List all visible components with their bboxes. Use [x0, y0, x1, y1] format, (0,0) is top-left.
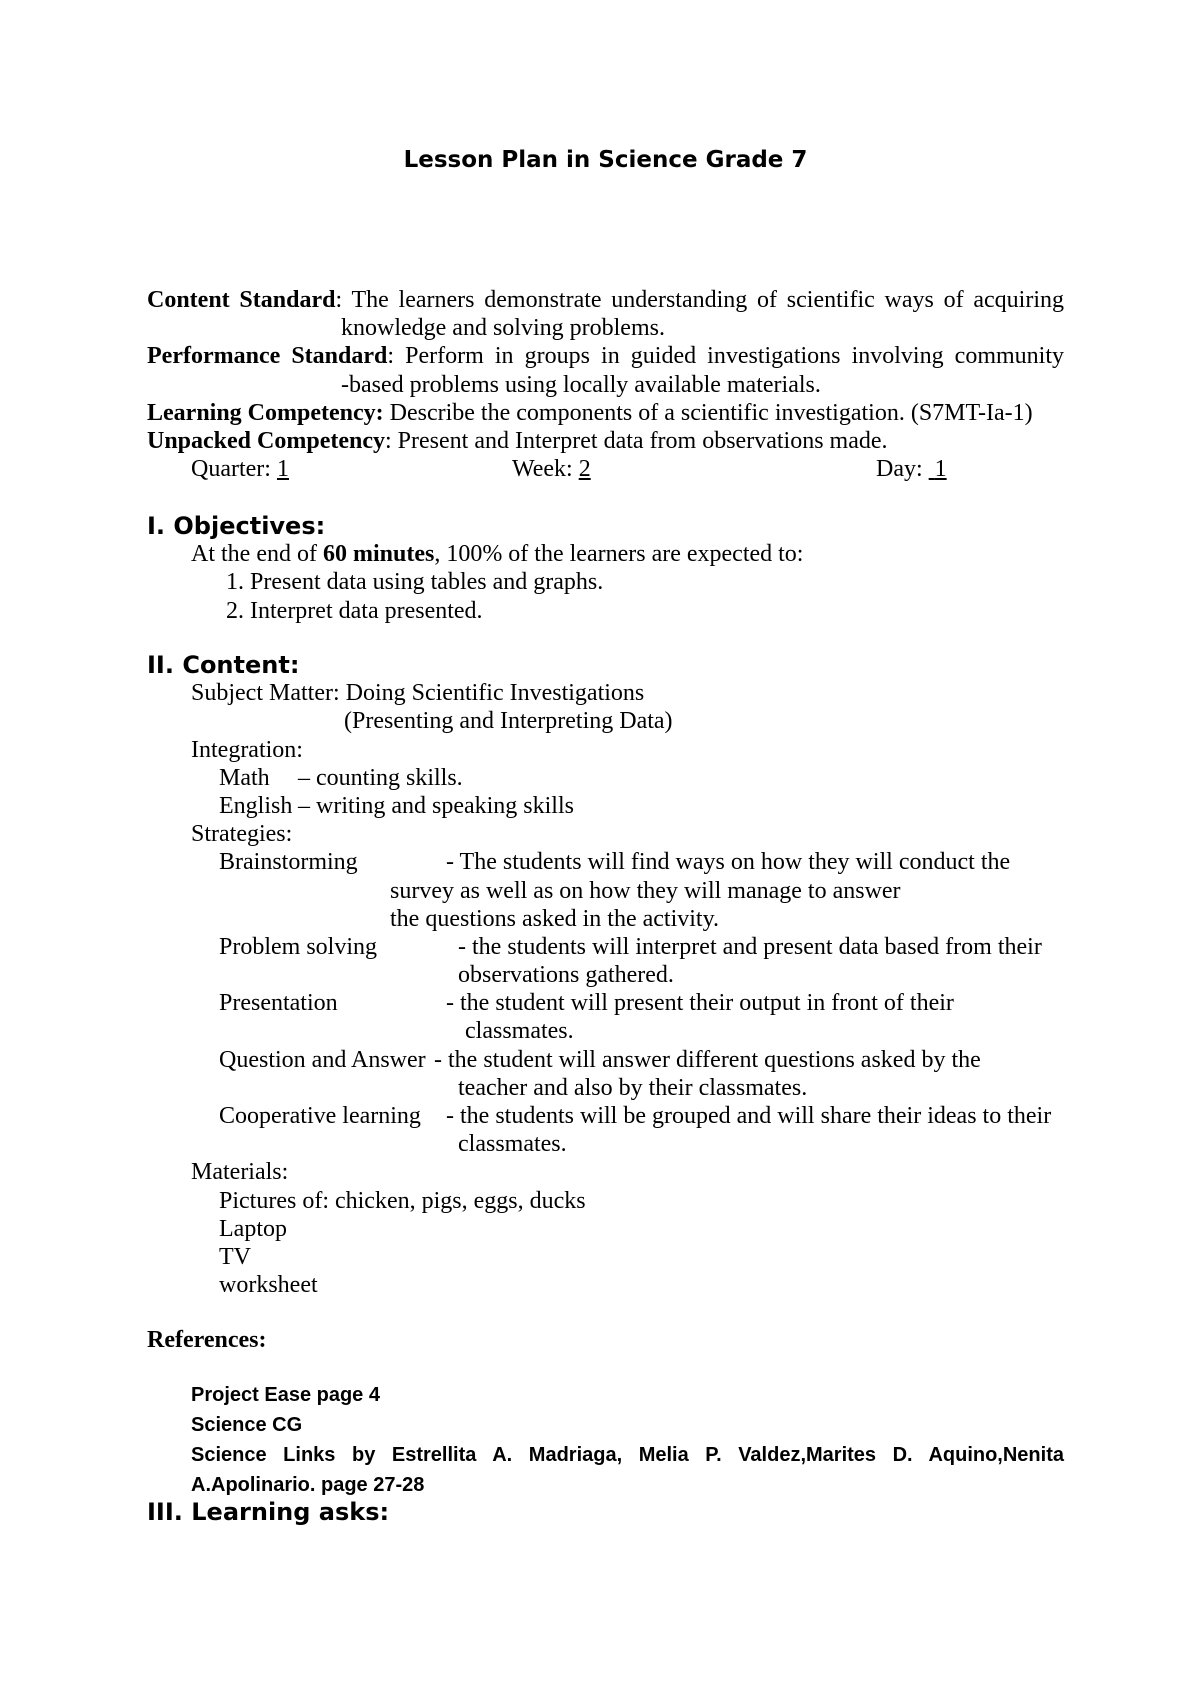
integration-subject: English: [219, 792, 293, 819]
content-heading: II. Content:: [147, 651, 300, 679]
objectives-intro-after: , 100% of the learners are expected to:: [434, 541, 804, 568]
strategy-description: observations gathered.: [458, 962, 674, 989]
strategy-description: - the students will interpret and present data based from their: [458, 933, 1042, 960]
integration-item: [0, 792, 1200, 820]
strategy-item: [0, 1046, 1200, 1074]
week-label: Week:: [512, 456, 573, 483]
unpacked-competency: [147, 427, 888, 455]
learning-tasks-section: [0, 1498, 1200, 1526]
strategy-description: classmates.: [465, 1018, 574, 1045]
objectives-intro-before: At the end of: [191, 541, 323, 568]
strategy-description: - the student will answer different questions asked by the: [434, 1046, 981, 1073]
references-section: [0, 1326, 1200, 1354]
strategy-description: teacher and also by their classmates.: [458, 1074, 808, 1101]
integration-label: Integration:: [191, 736, 303, 763]
strategy-name: Brainstorming: [219, 849, 358, 876]
objectives-duration: 60 minutes: [322, 541, 435, 568]
content-standard: [147, 286, 1064, 314]
content-standard-continuation: knowledge and solving problems.: [341, 315, 665, 342]
objectives-intro: [191, 540, 803, 568]
learning-tasks-heading: III. Learning asks:: [147, 1498, 390, 1526]
objectives-section: [0, 512, 1200, 625]
performance-standard: [147, 342, 1064, 370]
strategy-name: Presentation: [219, 990, 338, 1017]
material-item: Laptop: [219, 1215, 287, 1242]
integration-detail: – counting skills.: [298, 764, 463, 791]
learning-competency-text: Describe the components of a scientific investigation. (S7MT-Ia-1): [383, 399, 1033, 426]
references-list: [0, 1380, 1200, 1500]
strategy-item: [0, 1102, 1200, 1130]
performance-standard-continuation: -based problems using locally available materials.: [341, 371, 821, 398]
strategy-description: classmates.: [458, 1131, 567, 1158]
materials-label: Materials:: [191, 1159, 289, 1186]
learning-competency-label: Learning Competency:: [147, 399, 384, 426]
day-value: 1: [934, 456, 947, 483]
strategy-description: survey as well as on how they will manage to answer: [390, 877, 901, 904]
week: [512, 455, 591, 483]
day-label: Day:: [876, 456, 923, 483]
strategy-item: [0, 989, 1200, 1017]
quarter-label: Quarter:: [191, 456, 271, 483]
learning-competency: [147, 399, 1033, 427]
schedule-row: [0, 455, 1200, 483]
strategy-description: - the student will present their output in front of their: [446, 990, 954, 1017]
content-section: [0, 651, 1200, 1299]
reference-item: A.Apolinario. page 27-28: [191, 1474, 425, 1496]
week-value: 2: [578, 456, 591, 483]
reference-item: Science Links by Estrellita A. Madriaga, Melia P. Valdez,Marites D. Aquino,Nenita: [191, 1444, 1064, 1466]
subject-matter-sub: (Presenting and Interpreting Data): [344, 708, 673, 735]
reference-item: Project Ease page 4: [191, 1384, 380, 1406]
unpacked-competency-text: : Present and Interpret data from observations made.: [385, 427, 888, 454]
objective-item: 1. Present data using tables and graphs.: [226, 569, 604, 596]
strategy-description: - the students will be grouped and will share their ideas to their: [446, 1103, 1052, 1129]
performance-standard-text: : Perform in groups in guided investigations involving community: [387, 343, 1064, 370]
content-standard-label: Content Standard: [147, 287, 336, 313]
quarter-value: 1: [276, 456, 289, 483]
strategy-name: Cooperative learning: [219, 1103, 421, 1129]
strategy-item: [0, 933, 1200, 961]
subject-matter: Subject Matter: Doing Scientific Investigations: [191, 680, 645, 707]
day: [876, 455, 947, 483]
strategy-name: Question and Answer: [219, 1046, 426, 1073]
strategy-description: the questions asked in the activity.: [390, 905, 720, 932]
integration-subject: Math: [219, 764, 270, 791]
standards-section: [0, 286, 1200, 483]
integration-detail: – writing and speaking skills: [298, 792, 574, 819]
quarter: [191, 455, 289, 483]
material-item: worksheet: [219, 1272, 318, 1299]
strategies-label: Strategies:: [191, 821, 293, 848]
references-heading: References:: [147, 1327, 267, 1353]
strategy-description: - The students will find ways on how they will conduct the: [446, 849, 1011, 876]
performance-standard-label: Performance Standard: [147, 343, 388, 370]
reference-item: Science CG: [191, 1414, 303, 1436]
page-title: Lesson Plan in Science Grade 7: [403, 147, 808, 173]
content-standard-text: : The learners demonstrate understanding of scientific ways of acquiring: [335, 287, 1064, 313]
objectives-heading: I. Objectives:: [147, 512, 326, 540]
unpacked-competency-label: Unpacked Competency: [147, 427, 385, 454]
strategy-name: Problem solving: [219, 933, 378, 960]
strategy-item: [0, 848, 1200, 876]
material-item: TV: [219, 1243, 251, 1270]
objective-item: 2. Interpret data presented.: [226, 597, 483, 624]
integration-item: [0, 764, 1200, 792]
material-item: Pictures of: chicken, pigs, eggs, ducks: [219, 1187, 586, 1214]
